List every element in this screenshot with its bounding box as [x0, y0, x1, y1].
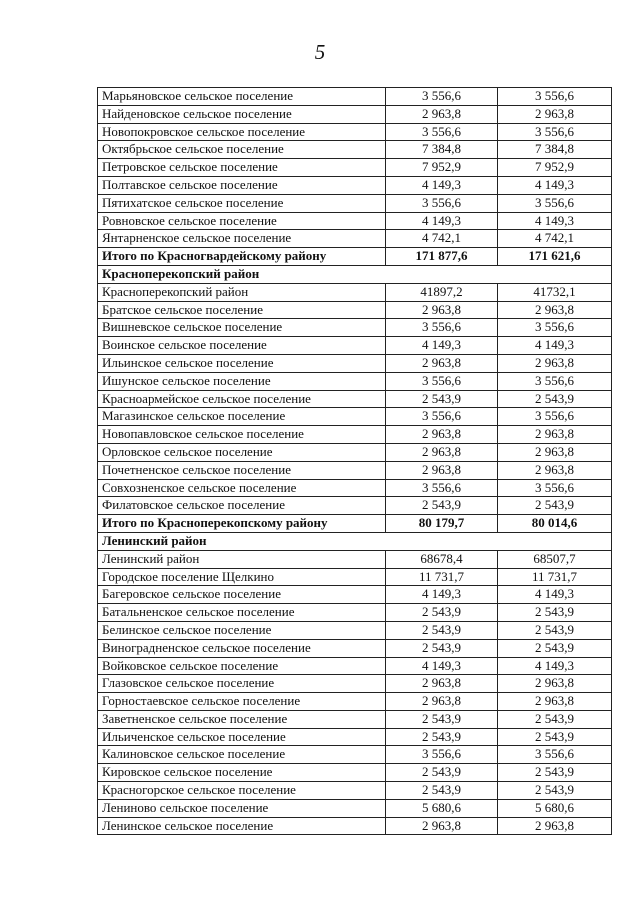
settlement-name-cell: Горностаевское сельское поселение	[98, 693, 386, 711]
total-row	[98, 515, 612, 533]
value-1-cell: 68678,4	[386, 550, 498, 568]
table-row	[98, 141, 612, 159]
value-2-cell: 5 680,6	[498, 799, 612, 817]
settlement-name-cell: Калиновское сельское поселение	[98, 746, 386, 764]
settlement-name-cell: Почетненское сельское поселение	[98, 461, 386, 479]
district-header: Красноперекопский район	[98, 265, 612, 283]
value-2-cell: 4 149,3	[498, 337, 612, 355]
settlement-name-cell: Батальненское сельское поселение	[98, 604, 386, 622]
settlement-name-cell: Новопавловское сельское поселение	[98, 426, 386, 444]
value-2-cell: 2 543,9	[498, 764, 612, 782]
district-header-row	[98, 265, 612, 283]
value-1-cell: 3 556,6	[386, 408, 498, 426]
value-2-cell: 4 742,1	[498, 230, 612, 248]
value-2-cell: 3 556,6	[498, 88, 612, 106]
value-2-cell: 2 543,9	[498, 710, 612, 728]
district-header-row	[98, 532, 612, 550]
table-row	[98, 461, 612, 479]
value-2-cell: 3 556,6	[498, 123, 612, 141]
value-1-cell: 4 149,3	[386, 657, 498, 675]
settlement-name-cell: Магазинское сельское поселение	[98, 408, 386, 426]
table-row	[98, 710, 612, 728]
value-1-cell: 2 543,9	[386, 604, 498, 622]
value-2-cell: 2 543,9	[498, 621, 612, 639]
table-row	[98, 408, 612, 426]
table-row	[98, 230, 612, 248]
settlement-name-cell: Марьяновское сельское поселение	[98, 88, 386, 106]
value-1-cell: 3 556,6	[386, 319, 498, 337]
settlement-name-cell: Заветненское сельское поселение	[98, 710, 386, 728]
table-row	[98, 337, 612, 355]
settlement-name-cell: Красноармейское сельское поселение	[98, 390, 386, 408]
table-row	[98, 639, 612, 657]
settlement-name-cell: Найденовское сельское поселение	[98, 105, 386, 123]
value-1-cell: 2 963,8	[386, 675, 498, 693]
value-2-cell: 68507,7	[498, 550, 612, 568]
table-row	[98, 354, 612, 372]
table-row	[98, 105, 612, 123]
value-1-cell: 3 556,6	[386, 372, 498, 390]
settlement-name-cell: Ильиченское сельское поселение	[98, 728, 386, 746]
value-2-cell: 4 149,3	[498, 586, 612, 604]
value-1-cell: 11 731,7	[386, 568, 498, 586]
value-1-cell: 2 963,8	[386, 443, 498, 461]
value-2-cell: 2 963,8	[498, 461, 612, 479]
settlement-name-cell: Кировское сельское поселение	[98, 764, 386, 782]
value-2-cell: 7 952,9	[498, 159, 612, 177]
table-row	[98, 817, 612, 835]
value-1-cell: 4 149,3	[386, 586, 498, 604]
table-row	[98, 194, 612, 212]
value-1-cell: 3 556,6	[386, 746, 498, 764]
value-1-cell: 2 543,9	[386, 621, 498, 639]
value-2-cell: 2 543,9	[498, 390, 612, 408]
value-1-cell: 2 543,9	[386, 390, 498, 408]
settlement-name-cell: Совхозненское сельское поселение	[98, 479, 386, 497]
table-row	[98, 568, 612, 586]
district-header: Ленинский район	[98, 532, 612, 550]
table-row	[98, 301, 612, 319]
value-1-cell: 2 543,9	[386, 497, 498, 515]
table-row	[98, 372, 612, 390]
table-row	[98, 782, 612, 800]
value-2-cell: 2 543,9	[498, 782, 612, 800]
value-2-cell: 2 963,8	[498, 426, 612, 444]
table-row	[98, 479, 612, 497]
value-1-cell: 2 543,9	[386, 782, 498, 800]
total-row	[98, 248, 612, 266]
value-2-cell: 2 963,8	[498, 354, 612, 372]
settlement-name-cell: Воинское сельское поселение	[98, 337, 386, 355]
settlement-name-cell: Братское сельское поселение	[98, 301, 386, 319]
table-row	[98, 604, 612, 622]
settlement-name-cell: Филатовское сельское поселение	[98, 497, 386, 515]
value-2-cell: 2 543,9	[498, 728, 612, 746]
value-2-cell: 4 149,3	[498, 176, 612, 194]
settlement-name-cell: Лениново сельское поселение	[98, 799, 386, 817]
value-1-cell: 4 149,3	[386, 212, 498, 230]
settlement-name-cell: Полтавское сельское поселение	[98, 176, 386, 194]
table-row	[98, 728, 612, 746]
value-1-cell: 3 556,6	[386, 194, 498, 212]
value-1-cell: 4 149,3	[386, 337, 498, 355]
settlement-name-cell: Красногорское сельское поселение	[98, 782, 386, 800]
value-1-cell: 2 543,9	[386, 639, 498, 657]
value-1-cell: 80 179,7	[386, 515, 498, 533]
value-1-cell: 2 543,9	[386, 764, 498, 782]
value-1-cell: 2 543,9	[386, 710, 498, 728]
value-1-cell: 171 877,6	[386, 248, 498, 266]
value-2-cell: 4 149,3	[498, 657, 612, 675]
table-row	[98, 212, 612, 230]
table-row	[98, 443, 612, 461]
table-row	[98, 319, 612, 337]
value-2-cell: 3 556,6	[498, 319, 612, 337]
settlement-name-cell: Итого по Красногвардейскому району	[98, 248, 386, 266]
value-1-cell: 2 963,8	[386, 461, 498, 479]
table-row	[98, 497, 612, 515]
value-1-cell: 3 556,6	[386, 479, 498, 497]
settlement-name-cell: Ленинское сельское поселение	[98, 817, 386, 835]
settlement-name-cell: Виноградненское сельское поселение	[98, 639, 386, 657]
settlement-name-cell: Красноперекопский район	[98, 283, 386, 301]
value-1-cell: 41897,2	[386, 283, 498, 301]
table-body	[98, 88, 612, 835]
value-2-cell: 171 621,6	[498, 248, 612, 266]
value-1-cell: 2 543,9	[386, 728, 498, 746]
value-1-cell: 2 963,8	[386, 105, 498, 123]
value-2-cell: 2 963,8	[498, 301, 612, 319]
settlement-name-cell: Новопокровское сельское поселение	[98, 123, 386, 141]
value-1-cell: 4 742,1	[386, 230, 498, 248]
settlement-name-cell: Ишунское сельское поселение	[98, 372, 386, 390]
value-1-cell: 3 556,6	[386, 88, 498, 106]
value-2-cell: 11 731,7	[498, 568, 612, 586]
table-row	[98, 657, 612, 675]
budget-table	[97, 87, 612, 835]
value-2-cell: 3 556,6	[498, 372, 612, 390]
table-row	[98, 123, 612, 141]
settlement-name-cell: Ильинское сельское поселение	[98, 354, 386, 372]
table-row	[98, 586, 612, 604]
table-row	[98, 426, 612, 444]
table-row	[98, 746, 612, 764]
value-1-cell: 7 952,9	[386, 159, 498, 177]
value-2-cell: 2 963,8	[498, 817, 612, 835]
settlement-name-cell: Городское поселение Щелкино	[98, 568, 386, 586]
value-2-cell: 4 149,3	[498, 212, 612, 230]
value-1-cell: 5 680,6	[386, 799, 498, 817]
settlement-name-cell: Пятихатское сельское поселение	[98, 194, 386, 212]
table-row	[98, 390, 612, 408]
value-1-cell: 4 149,3	[386, 176, 498, 194]
value-2-cell: 2 963,8	[498, 105, 612, 123]
value-1-cell: 3 556,6	[386, 123, 498, 141]
table-row	[98, 283, 612, 301]
table-row	[98, 550, 612, 568]
settlement-name-cell: Белинское сельское поселение	[98, 621, 386, 639]
settlement-name-cell: Октябрьское сельское поселение	[98, 141, 386, 159]
table-row	[98, 693, 612, 711]
value-2-cell: 2 543,9	[498, 497, 612, 515]
value-2-cell: 41732,1	[498, 283, 612, 301]
settlement-name-cell: Орловское сельское поселение	[98, 443, 386, 461]
value-2-cell: 2 543,9	[498, 639, 612, 657]
value-1-cell: 7 384,8	[386, 141, 498, 159]
settlement-name-cell: Войковское сельское поселение	[98, 657, 386, 675]
value-1-cell: 2 963,8	[386, 426, 498, 444]
value-1-cell: 2 963,8	[386, 354, 498, 372]
table-row	[98, 159, 612, 177]
table-row	[98, 176, 612, 194]
value-2-cell: 2 963,8	[498, 693, 612, 711]
table-row	[98, 675, 612, 693]
page-number: 5	[314, 40, 326, 64]
value-1-cell: 2 963,8	[386, 301, 498, 319]
settlement-name-cell: Итого по Красноперекопскому району	[98, 515, 386, 533]
value-1-cell: 2 963,8	[386, 693, 498, 711]
value-2-cell: 2 963,8	[498, 675, 612, 693]
settlement-name-cell: Петровское сельское поселение	[98, 159, 386, 177]
value-2-cell: 7 384,8	[498, 141, 612, 159]
value-2-cell: 2 543,9	[498, 604, 612, 622]
value-2-cell: 3 556,6	[498, 408, 612, 426]
value-2-cell: 3 556,6	[498, 194, 612, 212]
value-2-cell: 3 556,6	[498, 479, 612, 497]
table-row	[98, 764, 612, 782]
settlement-name-cell: Ровновское сельское поселение	[98, 212, 386, 230]
table-row	[98, 88, 612, 106]
value-2-cell: 3 556,6	[498, 746, 612, 764]
settlement-name-cell: Ленинский район	[98, 550, 386, 568]
value-2-cell: 2 963,8	[498, 443, 612, 461]
settlement-name-cell: Вишневское сельское поселение	[98, 319, 386, 337]
value-2-cell: 80 014,6	[498, 515, 612, 533]
table-row	[98, 621, 612, 639]
settlement-name-cell: Багеровское сельское поселение	[98, 586, 386, 604]
value-1-cell: 2 963,8	[386, 817, 498, 835]
settlement-name-cell: Глазовское сельское поселение	[98, 675, 386, 693]
table-row	[98, 799, 612, 817]
settlement-name-cell: Янтарненское сельское поселение	[98, 230, 386, 248]
